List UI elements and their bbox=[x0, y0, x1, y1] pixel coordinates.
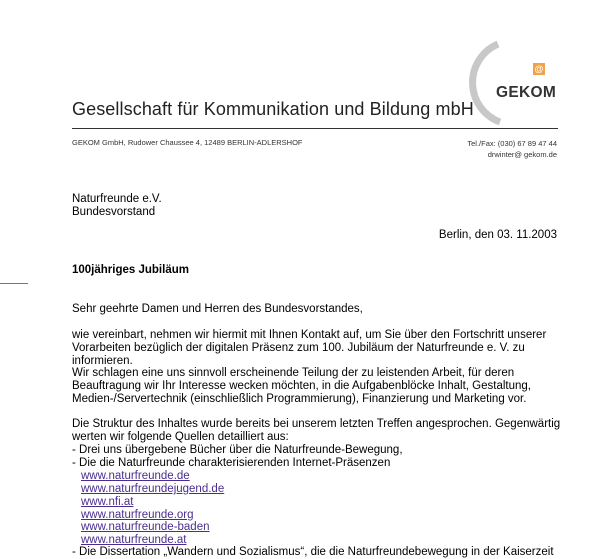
email: drwinter@ gekom.de bbox=[487, 150, 557, 159]
contact-info bbox=[467, 138, 557, 160]
website-link[interactable]: www.naturfreundejugend.de bbox=[81, 483, 225, 495]
recipient-name: Naturfreunde e.V. bbox=[72, 193, 162, 205]
body-line: - Die die Naturfreunde charakterisierenden Internet-Präsenzen bbox=[72, 457, 391, 469]
logo-text: GEKOM bbox=[496, 84, 557, 101]
body-line: informieren. bbox=[72, 355, 133, 367]
body-line-cutoff: - Die Dissertation „Wandern und Sozialismus“, die die Naturfreundebewegung in der Kaiserzeit bbox=[72, 546, 554, 558]
letterhead-divider bbox=[72, 128, 558, 129]
website-link[interactable]: www.naturfreunde.at bbox=[81, 534, 187, 546]
body-line: werten wir folgende Quellen detailliert aus: bbox=[72, 431, 289, 443]
company-name: Gesellschaft für Kommunikation und Bildung mbH bbox=[72, 99, 474, 119]
subject-line: 100jähriges Jubiläum bbox=[72, 264, 189, 276]
body-line: Beauftragung wir Ihr Interesse wecken möchten, in die Aufgabenblöcke Inhalt, Gestaltung, bbox=[72, 380, 532, 392]
phone-fax: Tel./Fax: (030) 67 89 47 44 bbox=[467, 139, 557, 148]
body-line: - Drei uns übergebene Bücher über die Naturfreunde-Bewegung, bbox=[72, 444, 403, 456]
website-link[interactable]: www.naturfreunde-baden bbox=[81, 521, 210, 533]
body-line: Medien-/Servertechnik (einschließlich Programmierung), Finanzierung und Marketing vor. bbox=[72, 393, 527, 405]
recipient-department: Bundesvorstand bbox=[72, 206, 156, 218]
salutation: Sehr geehrte Damen und Herren des Bundesvorstandes, bbox=[72, 303, 363, 315]
body-line: Wir schlagen eine uns sinnvoll erscheinende Teilung der zu leistenden Arbeit, für deren bbox=[72, 367, 515, 379]
body-line: Die Struktur des Inhaltes wurde bereits bei unserem letzten Treffen angesprochen. Gegenwärtig bbox=[72, 418, 561, 430]
sender-address: GEKOM GmbH, Rudower Chaussee 4, 12489 BERLIN-ADLERSHOF bbox=[72, 138, 303, 147]
website-link[interactable]: www.naturfreunde.de bbox=[81, 470, 190, 482]
body-line: Vorarbeiten bezüglich der digitalen Präsenz zum 100. Jubiläum der Naturfreunde e. V. zu bbox=[72, 342, 525, 354]
date-line: Berlin, den 03. 11.2003 bbox=[438, 229, 557, 241]
fold-mark bbox=[0, 283, 28, 284]
website-link[interactable]: www.naturfreunde.org bbox=[81, 509, 194, 521]
website-link[interactable]: www.nfi.at bbox=[81, 496, 134, 508]
at-icon: @ bbox=[534, 64, 544, 74]
body-line: wie vereinbart, nehmen wir hiermit mit Ihnen Kontakt auf, um Sie über den Fortschritt unserer bbox=[72, 329, 547, 341]
